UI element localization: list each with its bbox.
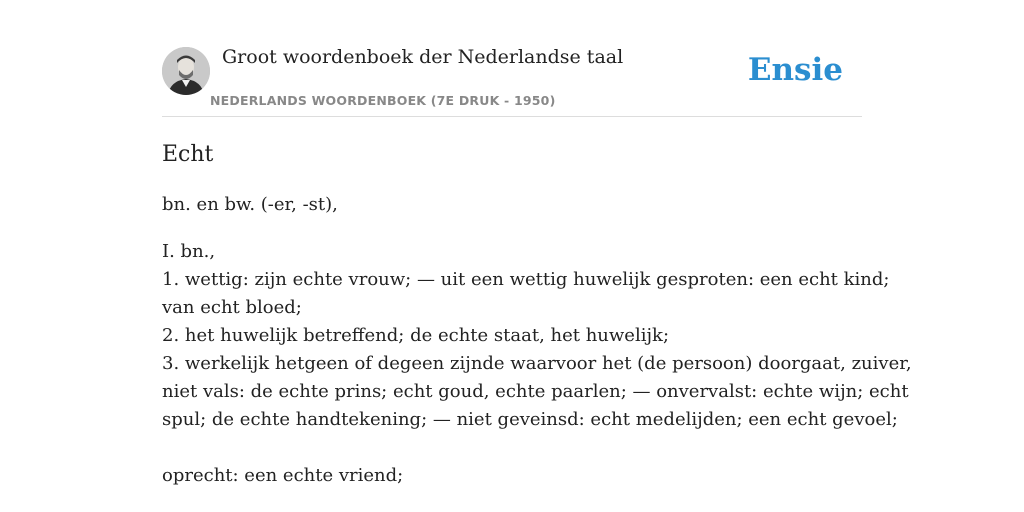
dictionary-entry xyxy=(162,138,912,490)
definition-line: I. bn., xyxy=(162,241,216,262)
definition-line: van echt bloed; xyxy=(162,297,302,318)
definition-line: 2. het huwelijk betreffend; de echte staat, het huwelijk; xyxy=(162,325,670,346)
ensie-logo[interactable]: Ensie xyxy=(747,52,843,88)
header xyxy=(162,45,862,117)
definition-line: oprecht: een echte vriend; xyxy=(162,465,404,486)
paragraph-gap xyxy=(162,434,862,462)
grammar-note: bn. en bw. (-er, -st), xyxy=(162,194,338,215)
book-title[interactable]: Groot woordenboek der Nederlandse taal xyxy=(222,46,624,68)
definition-line: niet vals: de echte prins; echt goud, echte paarlen; — onvervalst: echte wijn; echt xyxy=(162,381,909,402)
headword: Echt xyxy=(162,142,214,167)
definition-line: 3. werkelijk hetgeen of degeen zijnde waarvoor het (de persoon) doorgaat, zuiver, xyxy=(162,353,912,374)
definition-line: spul; de echte handtekening; — niet geveinsd: echt medelijden; een echt gevoel; xyxy=(162,409,898,430)
author-portrait-icon[interactable] xyxy=(162,47,210,95)
book-subtitle: NEDERLANDS WOORDENBOEK (7E DRUK - 1950) xyxy=(210,93,556,108)
definitions xyxy=(162,238,912,490)
definition-line: 1. wettig: zijn echte vrouw; — uit een wettig huwelijk gesproten: een echt kind; xyxy=(162,269,890,290)
